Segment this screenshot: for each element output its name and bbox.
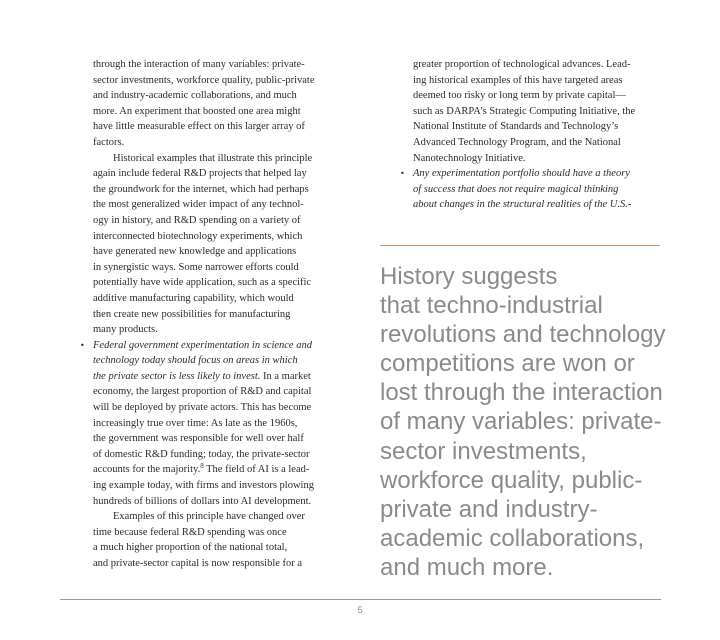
paragraph-historical-examples [93,151,345,338]
bullet-marker: • [80,340,85,350]
pull-quote-line: lost through the interaction [380,379,663,407]
text-line: of domestic R&D funding; today, the private-sector [93,448,310,460]
text-line: the groundwork for the internet, which had perhaps [93,183,309,195]
pull-quote-line: History suggests [380,263,558,290]
text-line: the government was responsible for well over half [93,433,304,445]
text-line: Federal government experimentation in science and [93,339,312,351]
text-line: economy, the largest proportion of R&D and capital [93,386,312,398]
text-line: Examples of this principle have changed over [113,511,305,523]
text-line: again include federal R&D projects that helped lay [93,168,307,180]
left-column [80,57,345,572]
pull-quote-line: and much more. [380,553,554,581]
text-line: and industry-academic collaborations, and much [93,90,297,102]
text-line: ing historical examples of this have targeted areas [413,74,623,86]
paragraph-continued [413,57,663,166]
text-line: ogy in history, and R&D spending on a variety of [93,214,301,226]
text-line: will be deployed by private actors. This has become [93,402,312,414]
text-line: interconnected biotechnology experiments, which [93,230,303,242]
text-line: factors. [93,136,125,148]
footer-divider [60,599,661,600]
bullet-experimentation-portfolio [400,166,663,213]
text-line: technology today should focus on areas in which [93,355,298,367]
pull-quote-line: that techno-industrial [380,292,603,320]
text-run: The field of AI is a lead- [203,464,310,476]
text-line: more. An experiment that boosted one area might [93,105,301,117]
footnote-reference[interactable]: 8 [200,462,204,471]
paragraph-variables [93,57,345,151]
text-line: additive manufacturing capability, which would [93,292,294,304]
text-line: the most generalized wider impact of any technol- [93,199,304,211]
text-run: In a market [260,370,311,382]
page-number: 5 [357,605,363,615]
text-line: Historical examples that illustrate this principle [113,152,313,164]
text-line: in synergistic ways. Some narrower efforts could [93,261,299,273]
text-italic-run: the private sector is less likely to invest. [93,370,261,382]
text-line: ing example today, with firms and investors plowing [93,480,314,492]
text-line [93,369,345,385]
text-line: many products. [93,324,158,336]
text-line [93,462,345,478]
text-line: Nanotechnology Initiative. [413,152,526,164]
bullet-marker: • [400,169,405,179]
text-line: deemed too risky or long term by private capital— [413,90,626,102]
text-line: a much higher proportion of the national total, [93,542,288,554]
text-line: then create new possibilities for manufacturing [93,308,291,320]
pull-quote-line: revolutions and technology [380,321,666,349]
text-run: accounts for the majority. [93,464,201,476]
pull-quote-line: private and industry- [380,495,598,523]
text-line: National Institute of Standards and Technology’s [413,121,619,133]
text-line: and private-sector capital is now responsible for a [93,558,303,569]
text-line: about changes in the structural realities of the U.S.- [413,199,632,211]
bullet-federal-experimentation [80,338,345,510]
text-line: hundreds of billions of dollars into AI development. [93,495,312,507]
paragraph-principle-changed [93,509,345,571]
text-line: sector investments, workforce quality, public-private [93,74,315,86]
text-line: increasingly true over time: As late as the 1960s, [93,417,298,429]
pull-quote-line: competitions are won or [380,350,635,378]
right-column [400,57,663,213]
text-line: Advanced Technology Program, and the National [413,136,621,148]
pull-quote-line: workforce quality, public- [380,466,643,494]
text-line: time because federal R&D spending was once [93,526,287,538]
pull-quote-line: sector investments, [380,437,587,465]
pull-quote-divider [380,245,660,246]
text-line: Any experimentation portfolio should have a theory [413,168,630,180]
text-line: potentially have wide application, such as a specific [93,277,312,289]
text-line: have generated new knowledge and applications [93,246,297,258]
text-line: such as DARPA’s Strategic Computing Initiative, the [413,105,636,117]
text-line: of success that does not require magical thinking [413,183,619,195]
pull-quote [380,262,680,582]
text-line: have little measurable effect on this larger array of [93,121,305,133]
text-line: through the interaction of many variables: private- [93,59,305,70]
pull-quote-line: of many variables: private- [380,408,662,436]
pull-quote-line: academic collaborations, [380,524,645,552]
text-line: greater proportion of technological advances. Lead- [413,59,631,70]
